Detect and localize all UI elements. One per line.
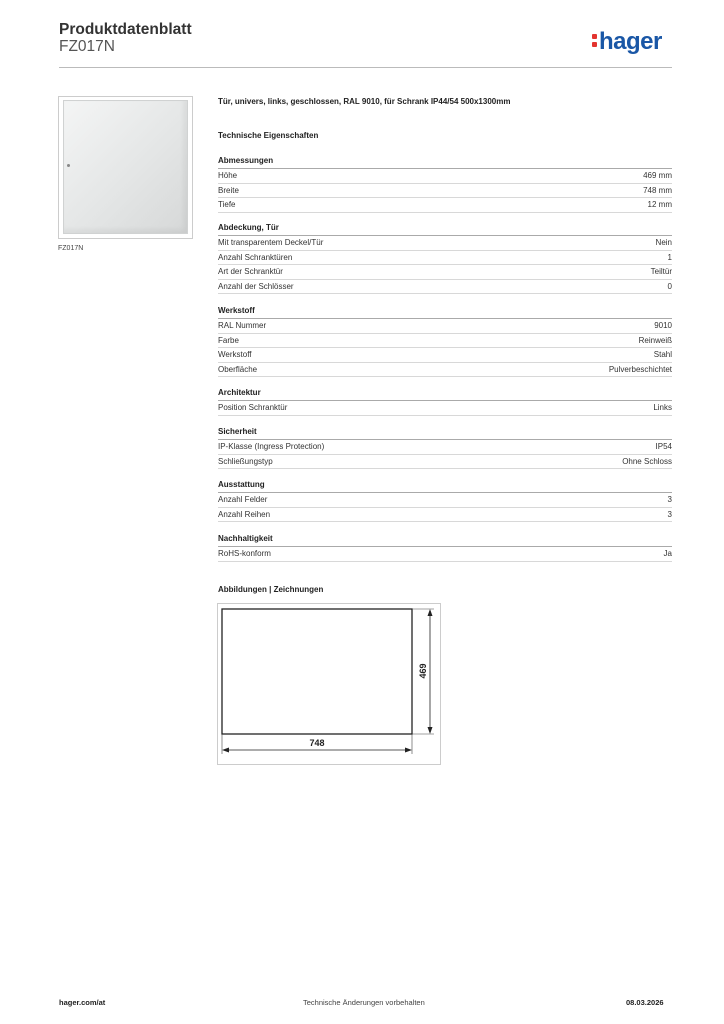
spec-label: Oberfläche <box>218 364 258 374</box>
section-heading-technical: Technische Eigenschaften <box>218 131 319 140</box>
spec-value: 12 mm <box>647 200 672 209</box>
spec-label: Farbe <box>218 335 239 345</box>
spec-value: Pulverbeschichtet <box>608 364 672 374</box>
spec-label: IP-Klasse (Ingress Protection) <box>218 442 325 451</box>
spec-value: 9010 <box>654 321 672 330</box>
spec-label: Art der Schranktür <box>218 267 283 276</box>
spec-group-title: Ausstattung <box>218 479 672 493</box>
spec-group-title: Abmessungen <box>218 155 672 169</box>
logo-dots-icon <box>592 34 597 50</box>
footer-website-link[interactable]: hager.com/at <box>59 998 106 1007</box>
spec-label: RAL Nummer <box>218 321 267 330</box>
spec-label: Tiefe <box>218 200 236 209</box>
spec-group <box>218 222 672 294</box>
spec-value: Stahl <box>653 350 672 359</box>
spec-group-title: Abdeckung, Tür <box>218 222 672 236</box>
spec-row <box>218 198 672 213</box>
spec-value: Nein <box>655 238 672 247</box>
height-label: 469 <box>418 663 428 679</box>
width-arrow-left-icon <box>222 748 229 753</box>
spec-group <box>218 533 672 562</box>
spec-row <box>218 455 672 470</box>
hager-logo[interactable] <box>592 28 662 56</box>
spec-row <box>218 280 672 295</box>
spec-value: IP54 <box>655 442 672 451</box>
spec-group-title: Nachhaltigkeit <box>218 533 672 547</box>
spec-label: Anzahl Schranktüren <box>218 252 293 262</box>
spec-label: Anzahl Felder <box>218 495 268 504</box>
spec-value: Ja <box>663 549 672 558</box>
spec-value: 3 <box>667 509 672 519</box>
height-arrow-bottom-icon <box>428 727 433 734</box>
spec-group <box>218 387 672 416</box>
footer-note: Technische Änderungen vorbehalten <box>303 998 425 1007</box>
spec-label: RoHS-konform <box>218 549 271 558</box>
dimension-drawing <box>217 603 441 765</box>
product-image <box>58 96 193 239</box>
spec-value: 1 <box>667 252 672 262</box>
page-title: Produktdatenblatt <box>59 21 192 38</box>
spec-row <box>218 440 672 455</box>
logo-text: hager <box>599 28 662 55</box>
spec-value: 0 <box>667 281 672 291</box>
spec-value: 469 mm <box>643 171 672 180</box>
spec-group <box>218 426 672 469</box>
spec-label: Schließungstyp <box>218 456 273 466</box>
product-code: FZ017N <box>59 38 115 55</box>
spec-row <box>218 508 672 523</box>
spec-row <box>218 334 672 349</box>
spec-value: Ohne Schloss <box>622 456 672 466</box>
spec-label: Breite <box>218 185 239 195</box>
spec-row <box>218 401 672 416</box>
spec-label: Anzahl der Schlösser <box>218 281 294 291</box>
door-outline <box>222 609 412 734</box>
header-divider <box>59 67 672 68</box>
door-hinge-icon <box>67 164 70 167</box>
product-image-caption: FZ017N <box>58 245 84 252</box>
width-label: 748 <box>309 738 325 748</box>
spec-group <box>218 305 672 377</box>
spec-value: Links <box>653 403 672 412</box>
spec-value: 748 mm <box>643 185 672 195</box>
product-description: Tür, univers, links, geschlossen, RAL 9010, für Schrank IP44/54 500x1300mm <box>218 97 511 106</box>
width-arrow-right-icon <box>405 748 412 753</box>
spec-row <box>218 265 672 280</box>
dimension-drawing-svg <box>218 604 440 764</box>
spec-group <box>218 155 672 213</box>
spec-group <box>218 479 672 522</box>
spec-row <box>218 184 672 199</box>
spec-group-title: Werkstoff <box>218 305 672 319</box>
spec-row <box>218 348 672 363</box>
spec-row <box>218 169 672 184</box>
spec-label: Mit transparentem Deckel/Tür <box>218 238 324 247</box>
spec-label: Position Schranktür <box>218 403 288 412</box>
spec-group-title: Architektur <box>218 387 672 401</box>
spec-row <box>218 363 672 378</box>
spec-value: 3 <box>667 495 672 504</box>
door-panel-graphic <box>63 100 188 234</box>
spec-row <box>218 319 672 334</box>
spec-row <box>218 236 672 251</box>
spec-value: Teiltür <box>650 267 672 276</box>
spec-label: Höhe <box>218 171 238 180</box>
spec-value: Reinweiß <box>638 335 672 345</box>
spec-row <box>218 547 672 562</box>
footer-date: 08.03.2026 <box>626 998 664 1007</box>
spec-row <box>218 493 672 508</box>
spec-label: Anzahl Reihen <box>218 509 271 519</box>
figures-title: Abbildungen | Zeichnungen <box>218 585 324 594</box>
spec-row <box>218 251 672 266</box>
spec-label: Werkstoff <box>218 350 252 359</box>
height-arrow-top-icon <box>428 609 433 616</box>
spec-group-title: Sicherheit <box>218 426 672 440</box>
